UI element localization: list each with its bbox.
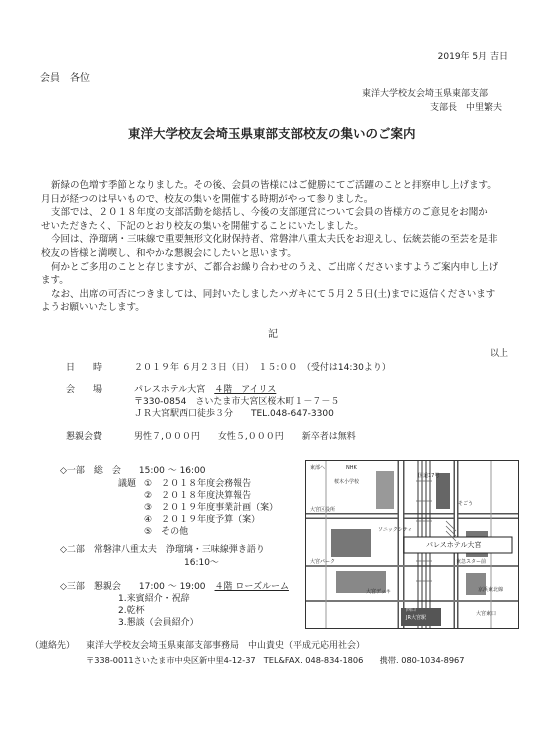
venue-map	[305, 460, 519, 629]
agenda-item: ① ２０１８年度会務報告	[144, 479, 252, 489]
date-label: 日 時	[66, 363, 103, 373]
recipient: 会員 各位	[40, 73, 90, 84]
part2-time: 16:10～	[184, 558, 219, 568]
map-label: 大宮パーク	[310, 559, 336, 565]
agenda-item: ② ２０１８年度決算報告	[144, 491, 252, 501]
agenda-item: ④ ２０１９年度予算（案）	[144, 515, 261, 525]
map-label: 東急スター前	[456, 559, 487, 565]
venue-line	[134, 384, 276, 396]
sender-org: 東洋大学校友会埼玉県東部支部	[362, 89, 489, 99]
ijo-label: 以上	[489, 349, 508, 359]
part3-item: 1.来賓紹介・祝辞	[118, 594, 190, 604]
map-label: ソニックシティ	[378, 527, 413, 533]
map-hotel-label: パレスホテル大宮	[426, 541, 482, 549]
body-line: ます。	[41, 275, 69, 287]
map-label: 国道17号	[418, 473, 440, 479]
body-line: ようお願いいたします。	[41, 302, 145, 314]
sender-name: 支部長 中里繁夫	[430, 103, 503, 113]
venue-room: ４階 アイリス	[214, 385, 277, 395]
body-line: 新緑の色増す季節となりました。その後、会員の皆様にはご健勝にてご活躍のことと拝察申し上げます。	[51, 180, 497, 191]
map-graphic	[306, 461, 518, 628]
body-line: 支部では、２０１８年度の支部活動を総括し、今後の支部運営について会員の皆様方のご意見をお聞か	[51, 207, 488, 219]
map-label: 東部へ	[310, 465, 326, 471]
part3-item: 2.乾杯	[118, 606, 145, 616]
body-line: せいただきたく、下記のとおり校友の集いを開催することにいたしました。	[41, 220, 364, 232]
body-line: 今回は、浄瑠璃・三味線で重要無形文化財保持者、常磐津八重太夫氏をお迎えし、伝統芸能の至芸を是非	[51, 234, 498, 246]
map-label: 西口	[406, 607, 417, 613]
body-line: なお、出席の可否につきましては、同封いたしましたハガキにて５月２５日(土)までに返信くださいます	[51, 288, 496, 300]
fee-value: 男性７,０００円 女性５,０００円 新卒者は無料	[134, 432, 356, 442]
venue-label: 会 場	[66, 385, 103, 395]
part3-room: ４階 ローズルーム	[214, 582, 289, 592]
agenda-item: ③ ２０１９年度事業計画（案）	[144, 503, 279, 513]
map-label: 大宮区役所	[310, 507, 336, 513]
page-title: 東洋大学校友会埼玉県東部支部校友の集いのご案内	[128, 126, 416, 141]
agenda-label: 議題	[118, 479, 137, 489]
agenda-item: ⑤ その他	[144, 527, 189, 537]
document-date: 2019年 5月 吉日	[437, 52, 508, 62]
body-line: 何かとご多用のことと存じますが、ご都合お繰り合わせのうえ、ご出席くださいますようご案内申し上げ	[51, 261, 499, 273]
venue-name: パレスホテル大宮	[134, 385, 215, 395]
part1-title: ◇一部 総 会 15:00 ～ 16:00	[60, 466, 206, 476]
part3-line	[60, 581, 289, 593]
part3-item: 3.懇談（会員紹介）	[118, 618, 199, 628]
fee-label: 懇親会費	[66, 432, 103, 442]
map-label: 大宮デッキ	[366, 589, 391, 595]
part2-title: ◇二部 常磐津八重太夫 浄瑠璃・三味線弾き語り	[60, 545, 265, 555]
map-label: 桜木小学校	[334, 479, 360, 485]
body-text	[41, 179, 498, 315]
body-line: 月日が経つのは早いもので、校友の集いを開催する時期がやって参りました。	[41, 193, 374, 205]
map-label: NHK	[346, 465, 357, 471]
map-label: JR大宮駅	[406, 615, 426, 621]
map-label: 大宮東口	[476, 611, 497, 617]
body-line: 校友の皆様と満喫し、和やかな懇親会にしたいと思います。	[41, 247, 297, 259]
venue-address: 〒330-0854 さいたま市大宮区桜木町１－７－５	[134, 397, 340, 407]
map-label: 京浜東北線	[478, 587, 504, 593]
date-value: ２０１９年 ６月２３日（日） １５:００ （受付は14:30より）	[134, 363, 391, 373]
contact-org: 東洋大学校友会埼玉県東部支部事務局 中山貴史（平成元応用社会）	[86, 641, 366, 651]
map-label: そごう	[458, 501, 474, 507]
ki-heading: 記	[268, 329, 278, 340]
contact-address: 〒338-0011さいたま市中央区新中里4-12-37 TEL&FAX. 048-834-1806 携帯. 080-1034-8967	[86, 655, 465, 665]
part3-title: ◇三部 懇親会 17:00 ～ 19:00	[60, 582, 215, 592]
venue-access: ＪＲ大宮駅西口徒歩３分 TEL.048-647-3300	[134, 409, 334, 419]
contact-label: （連絡先）	[30, 641, 76, 651]
